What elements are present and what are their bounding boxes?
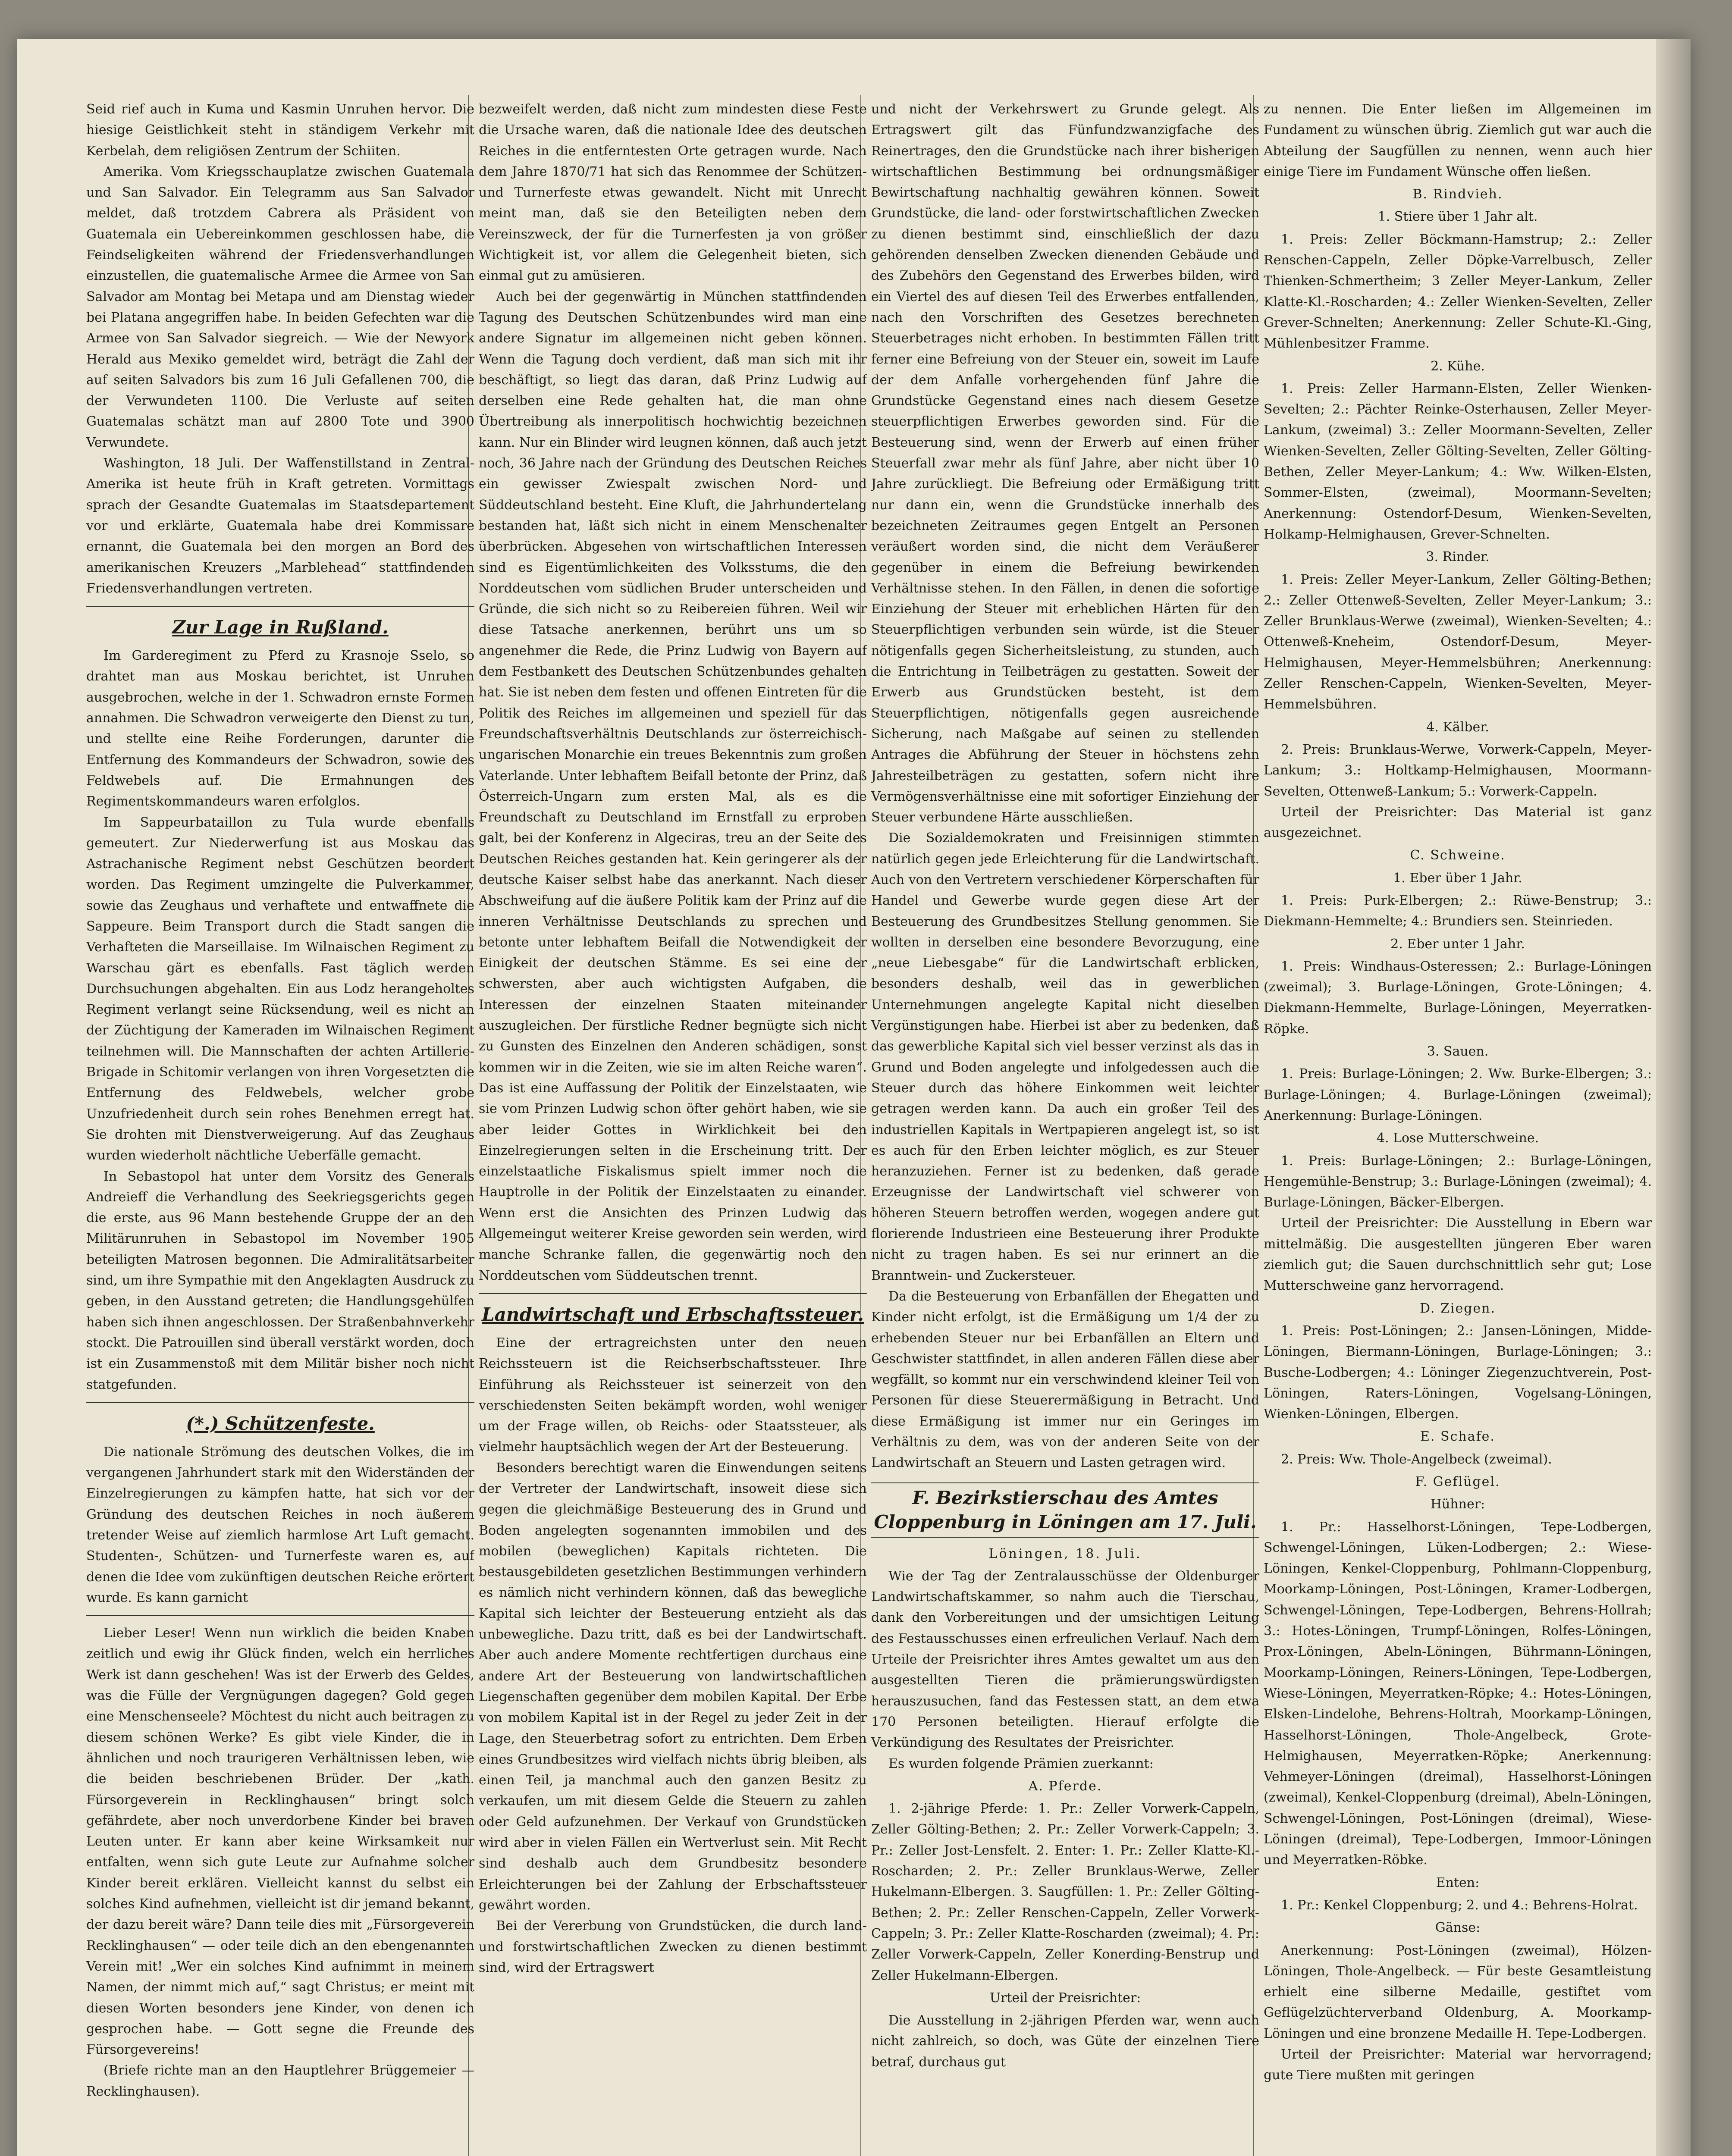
article-paragraph: Urteil der Preisrichter: Material war hervorragend; gute Tiere mußten mit geringen [1264, 2047, 1652, 2083]
dateline: Löningen, 18. Juli. [988, 1546, 1142, 1561]
article-paragraph: Es wurden folgende Prämien zuerkannt: [888, 1756, 1154, 1771]
article-paragraph: Besonders berechtigt waren die Einwendungen seitens der Vertreter der Landwirtschaft, insoweit diese sich gegen die gleichmäßige Besteuerung des in Grund und Boden angelegten sogenannten immobilen und des mobilen (beweglichen) Kapitals richteten. Die bestausgebildeten gesetzlichen Bestimmungen verhindern es nämlich nicht verhindern können, daß das bewegliche Kapital sich leichter der Besteuerung entzieht als das unbewegliche. Dazu tritt, daß es bei der Landwirtschaft. Aber auch andere Momente rechtfertigen durchaus eine andere Art der Besteuerung von landwirtschaftlichen Liegenschaften gegenüber dem mobilen Kapital. Der Erbe von mobilem Kapital ist in der Regel zu jeder Zeit in der Lage, den Steuerbetrag sofort zu entrichten. Dem Erben eines Grundbesitzes wird vielfach nichts übrig bleiben, als einen Teil, ja manchmal auch den ganzen Besitz zu verkaufen, um mit diesem Gelde die Steuern zu zahlen oder Geld aufzunehmen. Der Verkauf von Grundstücken wird aber in vielen Fällen ein Wertverlust sein. Mit Recht sind deshalb auch dem Grundbesitz besondere Erleichterungen bei der Zahlung der Erbschaftssteuer gewährt worden. [479, 1460, 867, 1913]
article-paragraph: Lieber Leser! Wenn nun wirklich die beiden Knaben zeitlich und ewig ihr Glück finden, welch ein herrliches Werk ist dann geschehen! Was ist der Erwerb des Geldes, was die Fülle der Vergnügungen dagegen? Gold gegen eine Menschenseele? Möchtest du nicht auch beitragen zu diesem schönen Werke? Es gibt viele Kinder, die in ähnlichen und noch traurigeren Verhältnissen leben, wie die beiden beschriebenen Brüder. Der „kath. Fürsorgeverein in Recklinghausen“ bringt solch gefährdete, aber noch unverdorbene Kinder bei braven Leuten unter. Er kann aber keine Wirksamkeit nur entfalten, wenn sich gute Leute zur Aufnahme solcher Kinder bereit erklären. Vielleicht kannst du selbst ein solches Kind aufnehmen, vielleicht ist dir jemand bekannt, der dazu bereit wäre? Dann teile dies mit „Fürsorgeverein Recklinghausen“ — oder teile dich an den ebengenannten Verein mit! „Wer ein solches Kind aufnimmt in meinem Namen, der nimmt mich auf,“ sagt Christus; er meint mit diesen Worten besonders jene Kinder, von denen ich gesprochen habe. — Gott segne die Freunde des Fürsorgevereins! [86, 1626, 474, 2058]
article-paragraph: Wie der Tag der Zentralausschüsse der Oldenburger Landwirtschaftskammer, so nahm auch die Tierschau, dank den Vorbereitungen und der umsichtigen Leitung des Festausschusses einen erfreulichen Verlauf. Nach dem Urteile der Preisrichter ihres Amtes gewaltet um aus den ausgestellten Tieren die prämierungswürdigsten herauszusuchen, fand das Festessen statt, an dem etwa 170 Personen beteiligten. Hierauf erfolgte die Verkündigung des Resultates der Preisrichter. [871, 1568, 1259, 1751]
article-paragraph: 1. Preis: Zeller Böckmann-Hamstrup; 2.: Zeller Renschen-Cappeln, Zeller Döpke-Varrelbusch, Zeller Thienken-Schmertheim; 3 Zeller Meyer-Lankum, Zeller Klatte-Kl.-Roscharden; 4.: Zeller Wienken-Sevelten, Zeller Grever-Schnelten; Anerkennung: Zeller Schute-Kl.-Ging, Mühlenbesitzer Framme. [1264, 232, 1652, 351]
article-paragraph: Die nationale Strömung des deutschen Volkes, die im vergangenen Jahrhundert stark mit den Widerständen der Einzelregierungen zu kämpfen hatte, hat sich vor der Gründung des deutschen Reiches in noch äußerem tretender Weise auf ziemlich harmlose Art Luft gemacht. Studenten-, Schützen- und Turnerfeste waren es, auf denen die Idee vom zukünftigen deutschen Reiche erörtert wurde. Es kann garnicht [86, 1444, 474, 1605]
section-rule [479, 1293, 867, 1294]
article-paragraph: Amerika. Vom Kriegsschauplatze zwischen Guatemala und San Salvador. Ein Telegramm aus San Salvador meldet, daß trotzdem Cabrera als Präsident von Guatemala ein Uebereinkommen geschlossen habe, die Feindseligkeiten während der Friedensverhandlungen einzustellen, die guatemalische Armee die Armee von San Salvador am Montag bei Metapa und am Dienstag wieder bei Platana angegriffen habe. In beiden Gefechten war die Armee von San Salvador siegreich. — Wie der Newyork Herald aus Mexiko gemeldet wird, beträgt die Zahl der auf seiten Salvadors bis zum 16 Juli Gefallenen 700, die der Verwundeten 1100. Die Verluste auf seiten Guatemalas schätzt man auf 2800 Tote und 3900 Verwundete. [86, 164, 474, 450]
column-2 [479, 99, 867, 2156]
subheading-eber-ueber: 1. Eber über 1 Jahr. [1393, 870, 1522, 886]
article-paragraph: 1. Preis: Windhaus-Osteressen; 2.: Burlage-Löningen (zweimal); 3. Burlage-Löningen, Grote-Löningen; 4. Diekmann-Hemmelte, Burlage-Löningen, Meyerratken-Röpke. [1264, 959, 1652, 1037]
subheading-rinder: 3. Rinder. [1426, 549, 1490, 565]
subheading-schweine: C. Schweine. [1410, 848, 1506, 863]
subheading-schafe: E. Schafe. [1420, 1429, 1495, 1445]
article-paragraph: 1. Preis: Post-Löningen; 2.: Jansen-Löningen, Midde-Löningen, Biermann-Löningen, Burlage-Löningen; 3.: Busche-Lodbergen; 4.: Löninger Ziegenzuchtverein, Post-Löningen, Raters-Löningen, Vogelsang-Löningen, Wienken-Löningen, Elbergen. [1264, 1323, 1652, 1422]
article-paragraph: Bei der Vererbung von Grundstücken, die durch land- und forstwirtschaftlichen Zwecken zu dienen bestimmt sind, wird der Ertragswert [479, 1918, 867, 1975]
article-paragraph: zu nennen. Die Enter ließen im Allgemeinen im Fundament zu wünschen übrig. Ziemlich gut war auch die Abteilung der Saugfüllen zu nennen, wenn auch hier einige Tiere im Fundament Wünsche offen ließen. [1264, 102, 1652, 179]
article-paragraph: Washington, 18 Juli. Der Waffenstillstand in Zentral-Amerika ist heute früh in Kraft getreten. Vormittags sprach der Gesandte Guatemalas im Staatsdepartement vor und erklärte, Guatemala habe drei Kommissare ernannt, die Guatemala bei den morgen an Bord des amerikanischen Kreuzers „Marblehead“ stattfindenden Friedensverhandlungen vertreten. [86, 456, 474, 596]
subheading-gaense: Gänse: [1435, 1920, 1481, 1936]
article-paragraph: Die Ausstellung in 2-jährigen Pferden war, wenn auch nicht zahlreich, so doch, was Güte der einzelnen Tiere betraf, durchaus gut [871, 2013, 1259, 2070]
article-paragraph: 1. 2-jährige Pferde: 1. Pr.: Zeller Vorwerk-Cappeln, Zeller Gölting-Bethen; 2. Pr.: Zeller Vorwerk-Cappeln; 3. Pr.: Zeller Jost-Lensfelt. 2. Enter: 1. Pr.: Zeller Klatte-Kl.-Roscharden; 2. Pr.: Zeller Brunklaus-Werwe, Zeller Hukelmann-Elbergen. 3. Saugfüllen: 1. Pr.: Zeller Gölting-Bethen; 2. Pr.: Zeller Renschen-Cappeln, Zeller Vorwerk-Cappeln; 3. Pr.: Zeller Klatte-Roscharden (zweimal); 4. Pr.: Zeller Vorwerk-Cappeln, Zeller Konerding-Benstrup und Zeller Hukelmann-Elbergen. [871, 1801, 1259, 1983]
section-rule [86, 1402, 474, 1403]
article-paragraph: 1. Preis: Burlage-Löningen; 2. Ww. Burke-Elbergen; 3.: Burlage-Löningen; 4. Burlage-Löningen (zweimal); Anerkennung: Burlage-Löningen. [1264, 1066, 1652, 1123]
headline-landwirtschaft: Landwirtschaft und Erbschaftssteuer. [482, 1304, 864, 1325]
subheading-pferde: A. Pferde. [1028, 1778, 1102, 1794]
headline-bezirkstierschau: F. Bezirkstierschau des Amtes Cloppenburg in Löningen am 17. Juli. [871, 1482, 1259, 1538]
subheading-kuehe: 2. Kühe. [1431, 358, 1485, 374]
subheading-gefluegel: F. Geflügel. [1415, 1474, 1500, 1489]
article-paragraph: 2. Preis: Brunklaus-Werwe, Vorwerk-Cappeln, Meyer-Lankum; 3.: Holtkamp-Helmighausen, Moormann-Sevelten, Ottenweß-Lankum; 5.: Vorwerk-Cappeln. [1264, 742, 1652, 799]
article-paragraph: 1. Preis: Zeller Harmann-Elsten, Zeller Wienken-Sevelten; 2.: Pächter Reinke-Osterhausen, Zeller Meyer-Lankum, (zweimal) 3.: Zeller Moormann-Sevelten, Zeller Wienken-Sevelten, Zeller Gölting-Sevelten, Zeller Gölting-Bethen, Zeller Meyer-Lankum; 4.: Ww. Wilken-Elsten, Sommer-Elsten, (zweimal), Moormann-Sevelten; Anerkennung: Ostendorf-Desum, Wienken-Sevelten, Holkamp-Helmighausen, Grever-Schnelten. [1264, 381, 1652, 542]
article-paragraph: Eine der ertragreichsten unter den neuen Reichssteuern ist die Reichserbschaftssteuer. Ihre Einführung als Reichssteuer ist seinerzeit von den verschiedensten Seiten bekämpft worden, wohl weniger um der Frage willen, ob Reichs- oder Staatssteuer, als vielmehr hauptsächlich wegen der Art der Besteuerung. [479, 1335, 867, 1455]
article-paragraph: Auch bei der gegenwärtig in München stattfindenden Tagung des Deutschen Schützenbundes wird man eine andere Signatur im allgemeinen nicht geben können. Wenn die Tagung doch verdient, daß man sich mit ihr beschäftigt, so liegt das daran, daß Prinz Ludwig auf derselben eine Rede gehalten hat, die man ohne Übertreibung als innerpolitisch hochwichtig bezeichnen kann. Nur ein Blinder wird leugnen können, daß auch jetzt noch, 36 Jahre nach der Gründung des Deutschen Reiches ein gewisser Zwiespalt zwischen Nord- und Süddeutschland besteht. Eine Kluft, die Jahrhundertelang bestanden hat, läßt sich nicht in einem Menschenalter überbrücken. Abgesehen von wirtschaftlichen Interessen sind es Eigentümlichkeiten des Volksstums, die den Norddeutschen vom südlichen Bruder unterscheiden und Gründe, die sich nicht so zu Reibereien führen. Weil wir diese Tatsache anerkennen, berührt uns um so angenehmer die Rede, die Prinz Ludwig von Bayern auf dem Festbankett des Deutschen Schützenbundes gehalten hat. Sie ist neben dem festen und offenen Eintreten für die Politik des Reiches im allgemeinen und speziell für das Freundschaftsverhältnis Deutschlands zur österreichisch-ungarischen Monarchie ein treues Bekenntnis zum großen Vaterlande. Unter lebhaftem Beifall betonte der Prinz, daß Österreich-Ungarn zum ersten Mal, als es die Freundschaft zu Deutschland im Ernstfall zu erproben galt, bei der Konferenz in Algeciras, treu an der Seite des Deutschen Reiches gestanden hat. Kein geringerer als der deutsche Kaiser selbst habe das anerkannt. Nach dieser Abschweifung auf die äußere Politik kam der Prinz auf die inneren Verhältnisse Deutschlands zu sprechen und betonte unter lebhaftem Beifall die Notwendigkeit der Einigkeit der deutschen Stämme. Es sei eine der schwersten, aber auch wichtigsten Aufgaben, die Interessen der einzelnen Staaten miteinander auszugleichen. Der fürstliche Redner begnügte sich nicht zu Gunsten des Einzelnen den Anderen schädigen, sonst kommen wir in die Zeiten, wie sie im alten Reiche waren“. Das ist eine Auffassung der Politik der Einzelstaaten, wie sie vom Prinzen Ludwig schon öfter gehört haben, wie sie aber leider Gottes in Wirklichkeit bei den Einzelregierungen selten in die Erscheinung tritt. Der einzelstaatliche Fiskalismus spielt immer noch die Hauptrolle in der Politik der Einzelstaaten zu einander. Wenn erst die Ansichten des Prinzen Ludwig das Allgemeingut weiterer Kreise geworden sein werden, wird manche Schranke fallen, die gegenwärtig noch den Norddeutschen vom Süddeutschen trennt. [479, 289, 867, 1283]
column-3 [871, 99, 1259, 2156]
article-paragraph: In Sebastopol hat unter dem Vorsitz des Generals Andreieff die Verhandlung des Seekriegsgerichts gegen die erste, aus 96 Mann bestehende Gruppe der an den Militärunruhen in Sebastopol im November 1905 beteiligten Matrosen begonnen. Die Admiralitätsarbeiter sind, um ihre Sympathie mit den Angeklagten Ausdruck zu geben, in den Ausstand getreten; die Handlungsgehülfen haben sich ihnen angeschlossen. Der Straßenbahnverkehr stockt. Die Patrouillen sind überall verstärkt worden, doch ist ein Zusammenstoß mit dem Militär bisher noch nicht statgefunden. [86, 1169, 474, 1392]
article-paragraph: Seid rief auch in Kuma und Kasmin Unruhen hervor. Die hiesige Geistlichkeit steht in ständigem Verkehr mit Kerbelah, dem religiösen Zentrum der Schiiten. [86, 102, 474, 159]
article-paragraph: 1. Pr.: Hasselhorst-Löningen, Tepe-Lodbergen, Schwengel-Löningen, Lüken-Lodbergen; 2.: Wiese-Löningen, Kenkel-Cloppenburg, Pohlmann-Cloppenburg, Moorkamp-Löningen, Post-Löningen, Kramer-Lodbergen, Schwengel-Löningen, Tepe-Lodbergen, Behrens-Hollrah; 3.: Hotes-Löningen, Trumpf-Löningen, Rolfes-Löningen, Prox-Löningen, Abeln-Löningen, Bührmann-Löningen, Moorkamp-Löningen, Reiners-Löningen, Tepe-Lodbergen, Wiese-Löningen, Meyerratken-Röpke; 4.: Hotes-Löningen, Elsken-Lindelohe, Behrens-Holtrah, Moorkamp-Löningen, Hasselhorst-Löningen, Thole-Angelbeck, Grote-Helmighausen, Meyerratken-Röpke; Anerkennung: Vehmeyer-Löningen (dreimal), Hasselhorst-Löningen (zweimal), Kenkel-Cloppenburg (dreimal), Abeln-Löningen, Schwengel-Löningen, Post-Löningen (dreimal), Wiese-Löningen (dreimal), Tepe-Lodbergen, Immoor-Löningen und Meyerratken-Röbke. [1264, 1519, 1652, 1868]
newspaper-page [17, 39, 1691, 2156]
article-paragraph: Die Sozialdemokraten und Freisinnigen stimmten natürlich gegen jede Erleichterung für die Landwirtschaft. Auch von den Vertretern verschiedener Körperschaften für Handel und Gewerbe wurde gegen diese Art der Besteuerung des Grundbesitzes Stellung genommen. Sie wollten in derselben eine besondere Bevorzugung, eine „neue Liebesgabe“ für die Landwirtschaft erblicken, besonders deshalb, weil das in gewerblichen Unternehmungen angelegte Kapital nicht dieselben Vergünstigungen habe. Hierbei ist aber zu bedenken, daß das gewerbliche Kapital sich viel besser verzinst als das in Grund und Boden angelegte und infolgedessen auch die Steuer durch das höhere Einkommen weit leichter getragen werden kann. Da auch ein großer Teil des industriellen Kapitals in Wertpapieren angelegt ist, so ist es auch für den Erben leichter möglich, es zur Steuer heranzuziehen. Ferner ist zu bedenken, daß gerade Erzeugnisse der Landwirtschaft viel schwerer von höheren Steuern betroffen werden, wogegen andere gut florierende Industrieen eine Besteuerung ihrer Produkte nicht zu tragen haben. Es sei nur erinnert an die Branntwein- und Zuckersteuer. [871, 830, 1259, 1283]
article-paragraph: 1. Preis: Purk-Elbergen; 2.: Rüwe-Benstrup; 3.: Diekmann-Hemmelte; 4.: Brundiers sen. Steinrieden. [1264, 893, 1652, 929]
article-paragraph: (Briefe richte man an den Hauptlehrer Brüggemeier — Recklinghausen). [86, 2063, 474, 2099]
headline-russland: Zur Lage in Rußland. [172, 617, 389, 638]
article-paragraph: Urteil der Preisrichter: Die Ausstellung in Ebern war mittelmäßig. Die ausgestellten jüngeren Eber waren ziemlich gut; die Sauen durchschnittlich sehr gut; Lose Mutterschweine ganz hervorragend. [1264, 1216, 1652, 1294]
subheading-sauen: 3. Sauen. [1427, 1044, 1489, 1059]
article-paragraph: Urteil der Preisrichter: Das Material ist ganz ausgezeichnet. [1264, 804, 1652, 841]
section-rule [86, 1615, 474, 1616]
article-paragraph: 1. Pr.: Kenkel Cloppenburg; 2. und 4.: Behrens-Holrat. [1281, 1897, 1638, 1913]
section-rule [86, 606, 474, 607]
headline-schuetzenfeste: (*.) Schützenfeste. [186, 1413, 375, 1434]
article-paragraph: 2. Preis: Ww. Thole-Angelbeck (zweimal). [1281, 1451, 1552, 1467]
article-paragraph: Im Sappeurbataillon zu Tula wurde ebenfalls gemeutert. Zur Niederwerfung ist aus Moskau das Astrachanische Regiment nebst Geschützen beordert worden. Das Regiment umzingelte die Pulverkammer, sowie das Zeughaus und verhaftete und entwaffnete die Sappeure. Beim Transport durch die Stadt sangen die Verhafteten die Marseillaise. Im Wilnaischen Regiment zu Warschau gärt es ebenfalls. Fast täglich werden Durchsuchungen abgehalten. Ein aus Lodz herangeholtes Regiment verlangt seine Rücksendung, weil es nicht an der Züchtigung der Kameraden im Wilnaischen Regiment teilnehmen will. Die Mannschaften der achten Artillerie-Brigade in Schitomir verlangen von ihren Vorgesetzten die Entfernung des Feldwebels, welcher grobe Unzufriedenheit durch sein rohes Benehmen erregt hat. Sie drohten mit Dienstverweigerung. Auf das Zeughaus wurden wiederholt nächtliche Ueberfälle gemacht. [86, 815, 474, 1163]
subheading-rindvieh: B. Rindvieh. [1412, 187, 1503, 202]
article-paragraph: 1. Preis: Burlage-Löningen; 2.: Burlage-Löningen, Hengemühle-Benstrup; 3.: Burlage-Löningen (zweimal); 4. Burlage-Löningen, Bäcker-Elbergen. [1264, 1153, 1652, 1210]
subheading-huehner: Hühner: [1430, 1497, 1485, 1512]
subheading-enten: Enten: [1436, 1875, 1480, 1890]
subheading-eber-unter: 2. Eber unter 1 Jahr. [1390, 936, 1525, 952]
column-1 [86, 99, 474, 2156]
article-paragraph: Im Garderegiment zu Pferd zu Krasnoje Sselo, so drahtet man aus Moskau berichtet, ist Unruhen ausgebrochen, welche in der 1. Schwadron ernste Formen annahmen. Die Schwadron verweigerte den Dienst zu tun, und stellte eine Reihe Forderungen, darunter die Entfernung des Kommandeurs der Schwadron, sowie des Feldwebels auf. Die Ermahnungen des Regimentskommandeurs waren erfolglos. [86, 648, 474, 809]
subheading-stiere: 1. Stiere über 1 Jahr alt. [1377, 209, 1538, 225]
article-paragraph: Da die Besteuerung von Erbanfällen der Ehegatten und Kinder nicht erfolgt, ist die Ermäßigung um 1/4 der zu erhebenden Steuer nur bei Erbanfällen an Eltern und Geschwister stattfindet, in allen anderen Fällen diese aber wegfällt, so kommt nur ein verschwindend kleiner Teil von Personen für diese Steuerermäßigung in Betracht. Und diese Ermäßigung ist immer nur ein Geringes im Verhältnis zu dem, was von der anderen Seite von der Landwirtschaft an Steuern und Lasten getragen wird. [871, 1288, 1259, 1471]
column-4 [1264, 99, 1652, 2156]
subheading-mutterschweine: 4. Lose Mutterschweine. [1376, 1131, 1539, 1146]
article-paragraph: bezweifelt werden, daß nicht zum mindesten diese Feste die Ursache waren, daß die nationale Idee des deutschen Reiches in die entferntesten Orte getragen wurde. Nach dem Jahre 1870/71 hat sich das Renommee der Schützen- und Turnerfeste etwas gewandelt. Nicht mit Unrecht meint man, daß sie den Beteiligten neben dem Vereinszweck, der für die Turnerfesten ja von größer Wichtigkeit ist, vor allem die Gelegenheit bieten, sich einmal gut zu amüsieren. [479, 102, 867, 284]
subheading-kaelber: 4. Kälber. [1426, 719, 1489, 735]
article-paragraph: 1. Preis: Zeller Meyer-Lankum, Zeller Gölting-Bethen; 2.: Zeller Ottenweß-Sevelten, Zeller Meyer-Lankum; 3.: Zeller Brunklaus-Werwe (zweimal), Wienken-Sevelten; 4.: Ottenweß-Kneheim, Ostendorf-Desum, Meyer-Helmighausen, Meyer-Hemmelsbühren; Anerkennung: Zeller Renschen-Cappeln, Wienken-Sevelten, Meyer-Hemmelsbühren. [1264, 572, 1652, 712]
subheading-urteil: Urteil der Preisrichter: [989, 1990, 1141, 2006]
article-paragraph: Anerkennung: Post-Löningen (zweimal), Hölzen-Löningen, Thole-Angelbeck. — Für beste Gesamtleistung erhielt eine silberne Medaille, gestiftet vom Geflügelzüchterverband Oldenburg, A. Moorkamp-Löningen und eine bronzene Medaille H. Tepe-Lodbergen. [1264, 1943, 1652, 2041]
page-binding-shadow [1656, 39, 1691, 2156]
article-paragraph: und nicht der Verkehrswert zu Grunde gelegt. Als Ertragswert gilt das Fünfundzwanzigfache des Reinertrages, den die Grundstücke nach ihrer bisherigen wirtschaftlichen Bestimmung bei ordnungsmäßiger Bewirtschaftung nachhaltig gewähren können. Soweit Grundstücke, die land- oder forstwirtschaftlichen Zwecken zu dienen bestimmt sind, einschließlich der dazu gehörenden denselben Zwecken dienenden Gebäude und des Zubehörs den Gegenstand des Erwerbes bilden, wird ein Viertel des auf diesen Teil des Erwerbes entfallenden, nach den Vorschriften des Gesetzes berechneten Steuerbetrages nicht erhoben. In bestimmten Fällen tritt ferner eine Befreiung von der Steuer ein, soweit im Laufe der dem Anfalle vorhergehenden fünf Jahre die Grundstücke Gegenstand eines nach diesem Gesetze steuerpflichtigen Erwerbes geworden sind. Für die Besteuerung sind, wenn der Erwerb auf einen früher Steuerfall zwar mehr als fünf Jahre, aber nicht über 10 Jahre zurückliegt. Die Befreiung oder Ermäßigung tritt nur dann ein, wenn die Grundstücke innerhalb des bezeichneten Zeitraumes gegen Entgelt an Personen veräußert worden sind, die nicht dem Veräußerer gegenüber in einem die Befreiung bewirkenden Verhältnisse stehen. In den Fällen, in denen die sofortige Einziehung der Steuer mit erheblichen Härten für den Steuerpflichtigen verbunden sein würde, ist die Steuer nötigenfalls gegen Sicherheitsleistung, zu stunden, auch die Entrichtung in Teilbeträgen zu gestatten. Soweit der Erwerb aus Grundstücken besteht, ist dem Steuerpflichtigen, nötigenfalls gegen ausreichende Sicherung, nach Maßgabe auf seinen zu stellenden Antrages die Abführung der Steuer in höchstens zehn Jahresteilbeträgen zu gestatten, sofern nicht ihre Vermögensverhältnisse eine mit sofortiger Einziehung der Steuer verbundene Härte ausschließen. [871, 102, 1259, 825]
subheading-ziegen: D. Ziegen. [1419, 1300, 1496, 1316]
